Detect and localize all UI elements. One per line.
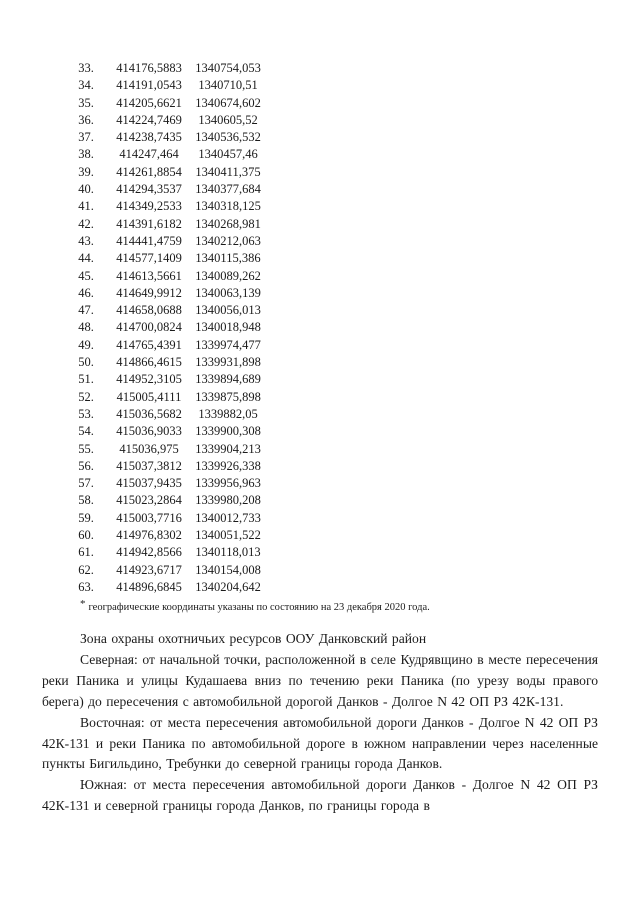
coord-y: 1340536,532 [195,130,261,145]
footnote [80,597,430,615]
table-row [63,268,267,285]
coord-y: 1339931,898 [195,355,261,370]
coord-x: 415036,5682 [116,406,182,421]
paragraph: Северная: от начальной точки, расположенной в селе Кудрявщино в месте пересечения реки Паника и улицы Кудашаева вниз по течению реки Паника (по урезу воды правого берега) до пересечения с автомобильной дорогой Данков - Долгое N 42 ОП РЗ 42К-131. [42,651,598,709]
row-number: 41. [78,199,94,214]
coord-y: 1340212,063 [195,233,261,248]
table-row [63,95,267,112]
coord-x: 414896,6845 [116,579,182,594]
coord-x: 415003,7716 [116,510,182,525]
coord-x: 415036,9033 [116,424,182,439]
table-row [63,129,267,146]
table-row [63,475,267,492]
paragraph: Южная: от места пересечения автомобильной дороги Данков - Долгое N 42 ОП РЗ 42К-131 и северной границы города Данков, по границы города в [42,777,598,814]
coord-y: 1339900,308 [195,424,261,439]
table-row [63,354,267,371]
row-number: 44. [78,251,94,266]
table-row [63,492,267,509]
row-number: 63. [78,579,94,594]
coord-y: 1340754,053 [195,61,261,75]
coord-x: 414441,4759 [116,233,182,248]
coord-x: 414294,3537 [116,182,182,197]
coord-x: 414976,8302 [116,528,182,543]
table-row [63,216,267,233]
coordinate-table [63,60,267,596]
coord-y: 1340063,139 [195,285,261,300]
coord-y: 1340674,602 [195,95,261,110]
table-row [63,198,267,215]
coord-x: 414952,3105 [116,372,182,387]
table-row [63,510,267,527]
coord-y: 1340377,684 [195,182,261,197]
row-number: 51. [78,372,94,387]
row-number: 56. [78,458,94,473]
coord-y: 1340411,375 [195,164,261,179]
table-row [63,146,267,163]
coord-x: 414261,8854 [116,164,182,179]
table-row [63,302,267,319]
row-number: 35. [78,95,94,110]
row-number: 60. [78,528,94,543]
row-number: 38. [78,147,94,162]
coord-y: 1340018,948 [195,320,261,335]
row-number: 52. [78,389,94,404]
coord-y: 1339904,213 [195,441,261,456]
paragraph: Восточная: от места пересечения автомобильной дороги Данков - Долгое N 42 ОП РЗ 42К-131 и реки Паника по автомобильной дороге в южном направлении через населенные пункты Бигильдино, Требунки до северной границы города Данков. [42,714,598,772]
coord-x: 414349,2533 [116,199,182,214]
coord-x: 414577,1409 [116,251,182,266]
row-number: 48. [78,320,94,335]
coord-x: 414658,0688 [116,303,182,318]
coord-y: 1340056,013 [195,303,261,318]
row-number: 55. [78,441,94,456]
coord-y: 1340605,52 [198,112,258,127]
coord-x: 414700,0824 [116,320,182,335]
table-row [63,181,267,198]
coord-x: 415036,975 [119,441,179,456]
table-row [63,60,267,77]
coord-y: 1339974,477 [195,337,261,352]
table-row [63,250,267,267]
row-number: 46. [78,285,94,300]
footnote-text: географические координаты указаны по состоянию на 23 декабря 2020 года. [88,602,430,613]
coord-y: 1340115,386 [195,251,261,266]
row-number: 37. [78,130,94,145]
coord-y: 1340154,008 [195,562,261,577]
coord-x: 414942,8566 [116,545,182,560]
coord-x: 414923,6717 [116,562,182,577]
row-number: 47. [78,303,94,318]
coord-x: 415005,4111 [116,389,182,404]
table-row [63,406,267,423]
row-number: 45. [78,268,94,283]
coord-y: 1339926,338 [195,458,261,473]
coord-y: 1339980,208 [195,493,261,508]
row-number: 40. [78,182,94,197]
coord-y: 1339882,05 [198,406,258,421]
table-row [63,562,267,579]
row-number: 54. [78,424,94,439]
table-row [63,423,267,440]
row-number: 34. [78,78,94,93]
coord-y: 1339956,963 [195,476,261,491]
table-row [63,233,267,250]
footnote-marker: * [80,598,86,610]
coord-x: 414191,0543 [116,78,182,93]
table-row [63,77,267,94]
table-row [63,337,267,354]
table-row [63,319,267,336]
coord-x: 414391,6182 [116,216,182,231]
coord-x: 415037,9435 [116,476,182,491]
row-number: 59. [78,510,94,525]
row-number: 33. [78,61,94,75]
coord-x: 415023,2864 [116,493,182,508]
table-row [63,389,267,406]
table-row [63,579,267,596]
body-text [42,629,598,817]
coord-x: 414205,6621 [116,95,182,110]
row-number: 57. [78,476,94,491]
coord-x: 414176,5883 [116,61,182,75]
coord-y: 1340051,522 [195,528,261,543]
row-number: 39. [78,164,94,179]
table-row [63,441,267,458]
coord-y: 1340089,262 [195,268,261,283]
table-row [63,544,267,561]
coord-y: 1340204,642 [195,579,261,594]
coord-y: 1339894,689 [195,372,261,387]
coord-x: 414247,464 [119,147,179,162]
paragraph: Зона охраны охотничьих ресурсов ООУ Данковский район [80,631,427,646]
row-number: 58. [78,493,94,508]
coord-x: 414224,7469 [116,112,182,127]
row-number: 62. [78,562,94,577]
row-number: 61. [78,545,94,560]
coord-y: 1340710,51 [198,78,258,93]
coord-y: 1339875,898 [195,389,261,404]
coord-y: 1340012,733 [195,510,261,525]
table-row [63,164,267,181]
coord-y: 1340268,981 [195,216,261,231]
table-row [63,285,267,302]
table-row [63,371,267,388]
row-number: 42. [78,216,94,231]
row-number: 36. [78,112,94,127]
coord-x: 415037,3812 [116,458,182,473]
coord-x: 414238,7435 [116,130,182,145]
table-row [63,112,267,129]
coord-y: 1340118,013 [195,545,261,560]
coord-y: 1340318,125 [195,199,261,214]
coord-x: 414613,5661 [116,268,182,283]
coord-x: 414866,4615 [116,355,182,370]
row-number: 53. [78,406,94,421]
table-row [63,527,267,544]
row-number: 49. [78,337,94,352]
table-row [63,458,267,475]
coord-x: 414765,4391 [116,337,182,352]
row-number: 50. [78,355,94,370]
row-number: 43. [78,233,94,248]
coord-y: 1340457,46 [198,147,258,162]
coord-x: 414649,9912 [116,285,182,300]
